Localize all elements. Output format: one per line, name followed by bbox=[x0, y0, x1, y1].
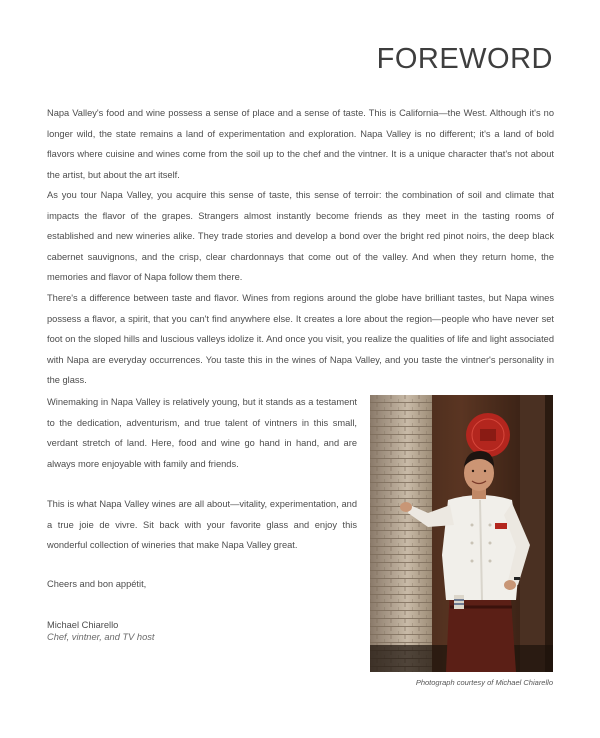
signature-name: Michael Chiarello bbox=[47, 620, 119, 630]
page-title: FOREWORD bbox=[376, 43, 553, 75]
paragraph-4: Winemaking in Napa Valley is relatively young, but it stands as a testament to the dedication, adventurism, and true talent of vintners in this small, verdant stretch of land. Here, food and wine go hand in hand, and are always more enjoyable with family and friends. bbox=[47, 397, 357, 469]
paragraph-3: There's a difference between taste and flavor. Wines from regions around the globe have brilliant tastes, but Napa wines possess a flavor, a spirit, that you can't find anywhere else. It creates a lore about the region—people who have never set foot on the sloped hills and luscious valleys idolize it. And once you visit, you realize the qualities of life and light associated with Napa are everyday occurrences. You taste this in the wines of Napa Valley, and you taste the vintner's personality in the glass. bbox=[47, 293, 554, 386]
paragraph-2: As you tour Napa Valley, you acquire this sense of taste, this sense of terroir: the combination of soil and climate that impacts the flavor of the grapes. Strangers almost instantly become friends as they meet in the tasting rooms of established and new wineries alike. They trade stories and develop a bond over the bright red pinot noirs, the deep black cabernet sauvignons, and the crisp, clear chardonnays that come out of the valley. And when they return home, the memories and flavor of Napa follow them there. bbox=[47, 190, 554, 283]
closing-line: Cheers and bon appétit, bbox=[47, 579, 147, 589]
photo-credit: Photograph courtesy of Michael Chiarello bbox=[415, 678, 553, 687]
signature-title: Chef, vintner, and TV host bbox=[47, 632, 155, 642]
chef-photo bbox=[370, 395, 553, 672]
paragraph-1: Napa Valley's food and wine possess a sense of place and a sense of taste. This is California—the West. Although it's no longer wild, the state remains a land of experimentation and exploration. Napa Valley is no different; it's a land of bold flavors where cuisine and wines come from the soil up to the chef and the vintner. It is a unique character that's not about the artist, but about the art itself. bbox=[47, 108, 554, 180]
paragraph-5: This is what Napa Valley wines are all about—vitality, experimentation, and a true joie de vivre. Sit back with your favorite glass and enjoy this wonderful collection of wineries that make Napa Valley great. bbox=[47, 499, 357, 551]
